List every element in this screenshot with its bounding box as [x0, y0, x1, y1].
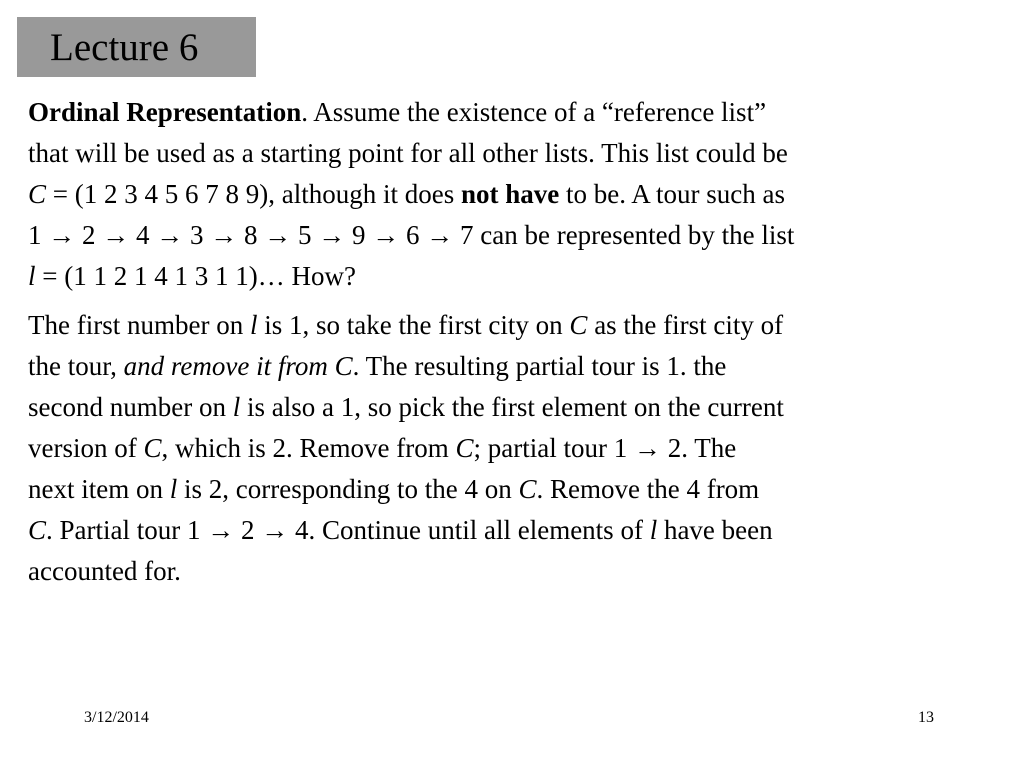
text-run: . Partial tour 1 → 2 → 4. Continue until all elements of: [46, 515, 650, 545]
paragraph-decoding-example: [28, 305, 1008, 592]
text-line: [28, 428, 1008, 469]
text-run: = (1 2 3 4 5 6 7 8 9), although it does: [46, 179, 461, 209]
text-run: Ordinal Representation: [28, 97, 302, 127]
text-line: [28, 305, 1008, 346]
text-run: accounted for.: [28, 556, 181, 586]
text-run: l: [249, 310, 258, 340]
text-run: l: [232, 392, 241, 422]
slide-body: [28, 92, 1008, 592]
paragraph-ordinal-representation: [28, 92, 1008, 297]
text-run: 1 → 2 → 4 → 3 → 8 → 5 → 9 → 6 → 7 can be represented by the list: [28, 220, 795, 250]
text-run: version of: [28, 433, 144, 463]
text-run: = (1 1 2 1 4 1 3 1 1)… How?: [35, 261, 356, 291]
text-run: the tour,: [28, 351, 124, 381]
text-run: to be. A tour such as: [559, 179, 785, 209]
text-run: is 2, corresponding to the 4 on: [177, 474, 519, 504]
text-line: [28, 551, 1008, 592]
footer-date: 3/12/2014: [84, 709, 149, 726]
text-line: [28, 215, 1008, 256]
text-run: The first number on: [28, 310, 250, 340]
text-run: not have: [460, 179, 560, 209]
text-line: [28, 256, 1008, 297]
text-run: , which is 2. Remove from: [161, 433, 456, 463]
text-run: C: [455, 433, 474, 463]
text-run: . Assume the existence of a “reference list”: [301, 97, 767, 127]
slide-number: 13: [918, 709, 934, 726]
text-run: C: [518, 474, 537, 504]
text-run: C: [28, 179, 47, 209]
text-run: as the first city of: [587, 310, 784, 340]
text-run: have been: [657, 515, 773, 545]
text-run: . Remove the 4 from: [536, 474, 760, 504]
text-run: C: [143, 433, 162, 463]
text-run: and remove it from C: [123, 351, 353, 381]
text-run: l: [28, 261, 36, 291]
slide-title: Lecture 6: [50, 26, 199, 69]
slide-title-box: [17, 17, 256, 77]
text-line: [28, 174, 1008, 215]
text-run: ; partial tour 1 → 2. The: [473, 433, 737, 463]
text-run: l: [649, 515, 658, 545]
text-line: [28, 469, 1008, 510]
text-line: [28, 510, 1008, 551]
text-run: second number on: [28, 392, 233, 422]
text-run: l: [169, 474, 178, 504]
text-line: [28, 346, 1008, 387]
text-line: [28, 92, 1008, 133]
text-run: C: [569, 310, 588, 340]
text-run: that will be used as a starting point for all other lists. This list could be: [28, 138, 788, 168]
text-run: is also a 1, so pick the first element on the current: [240, 392, 784, 422]
text-run: . The resulting partial tour is 1. the: [352, 351, 727, 381]
text-run: is 1, so take the first city on: [257, 310, 570, 340]
text-run: C: [28, 515, 47, 545]
text-line: [28, 387, 1008, 428]
text-run: next item on: [28, 474, 170, 504]
text-line: [28, 133, 1008, 174]
